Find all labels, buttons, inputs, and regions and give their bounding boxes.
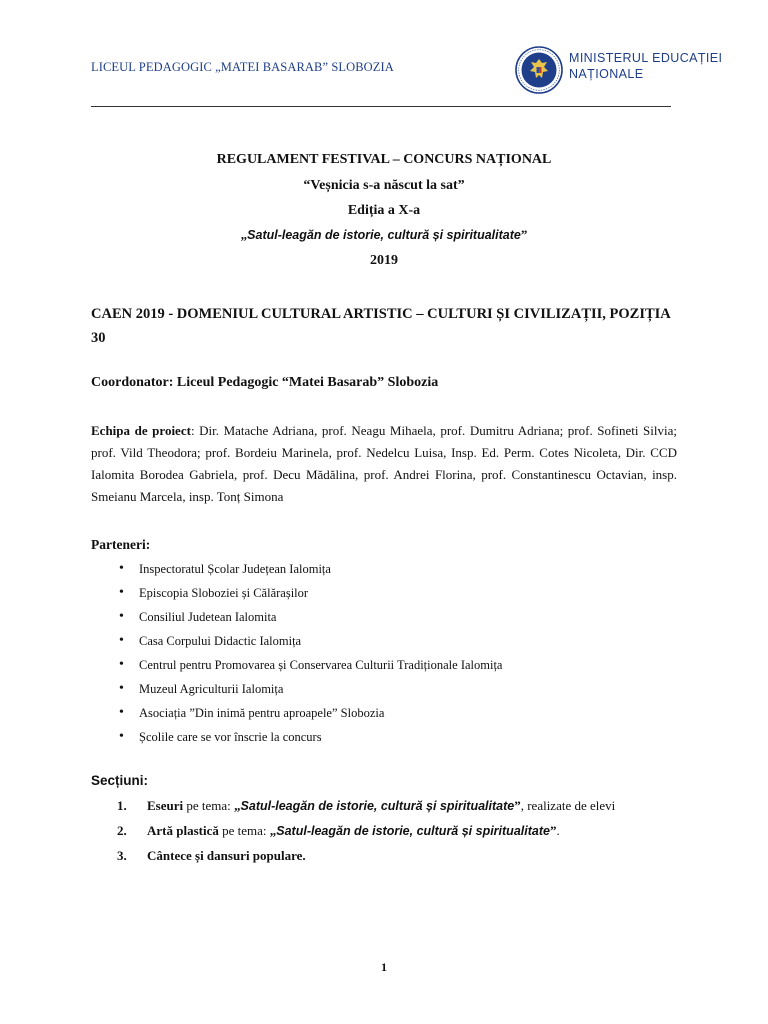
header-divider bbox=[91, 106, 671, 107]
section-tail: . bbox=[556, 823, 560, 838]
section-quote-close: ” bbox=[549, 823, 557, 838]
regulation-title: REGULAMENT FESTIVAL – CONCURS NAȚIONAL bbox=[216, 152, 552, 167]
partners-title: Parteneri: bbox=[91, 537, 151, 552]
ministry-line-1: MINISTERUL EDUCAȚIEI bbox=[569, 51, 723, 65]
theme-quote-open: „ bbox=[240, 227, 248, 242]
section-keyword: Eseuri bbox=[147, 798, 184, 813]
partner-item: • Casa Corpului Didactic Ialomița bbox=[121, 630, 502, 654]
ministry-name bbox=[569, 50, 722, 82]
section-keyword: Cântece și dansuri populare. bbox=[147, 848, 306, 863]
project-team-label: Echipa de proiect bbox=[91, 423, 191, 438]
theme-text: Satul-leagăn de istorie, cultură și spiritualitate bbox=[247, 228, 521, 242]
section-quote-open: „ bbox=[234, 798, 241, 813]
sections-list bbox=[117, 795, 615, 870]
edition: Ediția a X-a bbox=[347, 203, 421, 218]
festival-name: “Veșnicia s-a născut la sat” bbox=[303, 178, 465, 193]
partners-list bbox=[121, 558, 502, 750]
partner-item: • Episcopia Sloboziei și Călărașilor bbox=[121, 582, 502, 606]
section-item bbox=[117, 820, 615, 845]
year: 2019 bbox=[370, 253, 398, 268]
partner-item: • Asociația ”Din inimă pentru aproapele” Slobozia bbox=[121, 702, 502, 726]
page-number: 1 bbox=[381, 960, 387, 974]
partner-item: • Școlile care se vor înscrie la concurs bbox=[121, 726, 502, 750]
theme-line bbox=[0, 227, 768, 243]
ministry-line-2: NAȚIONALE bbox=[569, 67, 644, 81]
theme-quote-close: ” bbox=[520, 227, 528, 242]
section-item bbox=[117, 845, 615, 870]
partner-item: • Consiliul Judetean Ialomita bbox=[121, 606, 502, 630]
section-mid: pe tema: bbox=[183, 798, 235, 813]
section-tail: , realizate de elevi bbox=[520, 798, 616, 813]
section-number: 2. bbox=[117, 823, 127, 838]
school-name: LICEUL PEDAGOGIC „MATEI BASARAB” SLOBOZIA bbox=[91, 60, 394, 74]
section-number: 3. bbox=[117, 848, 127, 863]
section-number: 1. bbox=[117, 798, 127, 813]
section-quote-open: „ bbox=[269, 823, 277, 838]
caen-heading: CAEN 2019 - DOMENIUL CULTURAL ARTISTIC – CULTURI ȘI CIVILIZAȚII, POZIȚIA 30 bbox=[91, 306, 670, 346]
section-quote-close: ” bbox=[514, 798, 521, 813]
project-team-members: : Dir. Matache Adriana, prof. Neagu Mihaela, prof. Dumitru Adriana; prof. Sofineti Silvia; prof. Vild Theodora; prof. Bordeiu Marinela, prof. Nedelcu Luisa, Insp. Ed. Perm. Cotes Nicoleta, Dir. CCD Ialomita Borodea Gabriela, prof. Decu Mădălina, prof. Andrei Florina, prof. Constantinescu Octavian, insp. Smeianu Marcela, insp. Tonț Simona bbox=[91, 423, 677, 504]
section-mid: pe tema: bbox=[218, 823, 270, 838]
section-keyword: Artă plastică bbox=[147, 823, 219, 838]
sections-title: Secțiuni: bbox=[91, 773, 149, 788]
section-theme: Satul-leagăn de istorie, cultură și spiritualitate bbox=[240, 799, 515, 813]
section-theme: Satul-leagăn de istorie, cultură și spiritualitate bbox=[276, 824, 550, 838]
coordinator: Coordonator: Liceul Pedagogic “Matei Basarab” Slobozia bbox=[91, 375, 439, 390]
section-item bbox=[117, 795, 615, 820]
partner-item: • Muzeul Agriculturii Ialomița bbox=[121, 678, 502, 702]
partner-item: • Inspectoratul Școlar Județean Ialomița bbox=[121, 558, 502, 582]
ministry-seal-icon bbox=[515, 46, 563, 94]
project-team bbox=[91, 420, 677, 508]
partner-item: • Centrul pentru Promovarea și Conservarea Culturii Tradiționale Ialomița bbox=[121, 654, 502, 678]
